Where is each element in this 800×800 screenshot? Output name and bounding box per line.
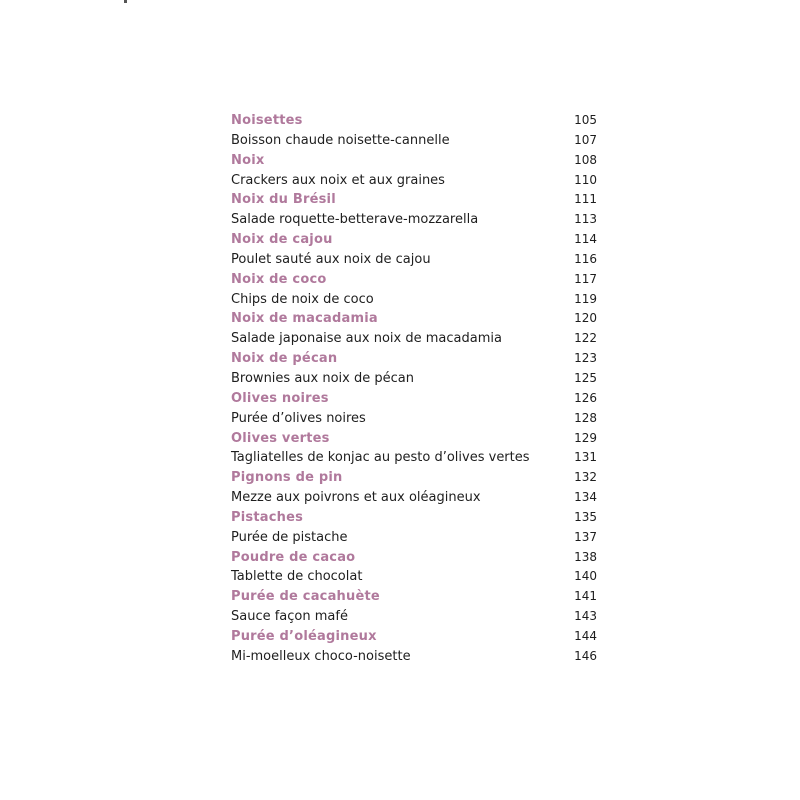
page-number: 126 [574, 390, 597, 405]
page-number: 117 [574, 271, 597, 286]
page-number: 105 [574, 113, 597, 127]
section-title: Noix de coco [231, 271, 327, 287]
toc-recipe-entry [231, 528, 597, 548]
page-number: 113 [574, 212, 597, 227]
recipe-title: Salade roquette-betterave-mozzarella [231, 212, 479, 228]
section-title: Purée d’oléagineux [231, 628, 377, 644]
page-number: 116 [574, 251, 597, 266]
page-number: 125 [574, 370, 597, 385]
recipe-title: Salade japonaise aux noix de macadamia [231, 331, 502, 347]
toc-section-heading [231, 151, 597, 171]
page-number: 131 [574, 450, 597, 465]
toc-recipe-entry [231, 131, 597, 151]
recipe-title: Poulet sauté aux noix de cajou [231, 251, 431, 267]
page-number: 137 [574, 529, 597, 544]
recipe-title: Chips de noix de coco [231, 291, 374, 307]
section-title: Purée de cacahuète [231, 589, 380, 605]
toc-recipe-entry [231, 250, 597, 270]
toc-recipe-entry [231, 171, 597, 191]
page-number: 140 [574, 569, 597, 584]
toc-section-heading [231, 230, 597, 250]
page-number: 143 [574, 609, 597, 624]
table-of-contents [231, 111, 597, 667]
page-number: 107 [574, 132, 597, 147]
toc-section-heading [231, 548, 597, 568]
page-number: 111 [574, 192, 597, 207]
recipe-title: Brownies aux noix de pécan [231, 370, 414, 386]
toc-section-heading [231, 190, 597, 210]
toc-section-heading [231, 349, 597, 369]
page-number: 119 [574, 291, 597, 306]
section-title: Pistaches [231, 509, 304, 525]
section-title: Noix de pécan [231, 351, 338, 367]
section-title: Noix de macadamia [231, 311, 378, 327]
page-number: 135 [574, 509, 597, 524]
recipe-title: Purée d’olives noires [231, 410, 366, 426]
section-title: Noix de cajou [231, 232, 333, 248]
toc-recipe-entry [231, 647, 597, 667]
recipe-title: Tablette de chocolat [231, 569, 363, 585]
toc-section-heading [231, 627, 597, 647]
toc-recipe-entry [231, 329, 597, 349]
page-number: 120 [574, 311, 597, 326]
section-title: Noix [231, 152, 265, 168]
section-title: Pignons de pin [231, 470, 343, 486]
recipe-title: Sauce façon mafé [231, 609, 348, 625]
page-number: 122 [574, 331, 597, 346]
page-number: 123 [574, 351, 597, 366]
toc-section-heading [231, 270, 597, 290]
recipe-title: Mezze aux poivrons et aux oléagineux [231, 490, 481, 506]
section-title: Noix du Brésil [231, 192, 336, 208]
page-number: 146 [574, 648, 597, 663]
toc-section-heading [231, 508, 597, 528]
toc-recipe-entry [231, 607, 597, 627]
toc-recipe-entry [231, 409, 597, 429]
toc-recipe-entry [231, 210, 597, 230]
toc-section-heading [231, 389, 597, 409]
section-title: Olives noires [231, 390, 329, 406]
page-number: 144 [574, 628, 597, 643]
toc-recipe-entry [231, 448, 597, 468]
page-number: 129 [574, 430, 597, 445]
recipe-title: Purée de pistache [231, 529, 348, 545]
section-title: Olives vertes [231, 430, 330, 446]
section-title: Poudre de cacao [231, 549, 356, 565]
toc-section-heading [231, 309, 597, 329]
toc-section-heading [231, 429, 597, 449]
section-title: Noisettes [231, 113, 303, 128]
page-number: 108 [574, 152, 597, 167]
toc-recipe-entry [231, 369, 597, 389]
recipe-title: Mi-moelleux choco-noisette [231, 648, 411, 664]
page-number: 141 [574, 589, 597, 604]
crop-mark [124, 0, 127, 3]
toc-recipe-entry [231, 290, 597, 310]
page-number: 138 [574, 549, 597, 564]
toc-section-heading [231, 468, 597, 488]
page-number: 128 [574, 410, 597, 425]
recipe-title: Boisson chaude noisette-cannelle [231, 132, 450, 148]
page-number: 110 [574, 172, 597, 187]
toc-recipe-entry [231, 488, 597, 508]
toc-recipe-entry [231, 567, 597, 587]
page-number: 132 [574, 470, 597, 485]
recipe-title: Tagliatelles de konjac au pesto d’olives vertes [231, 450, 530, 466]
recipe-title: Crackers aux noix et aux graines [231, 172, 445, 188]
page-number: 134 [574, 490, 597, 505]
toc-section-heading [231, 111, 597, 131]
page-number: 114 [574, 232, 597, 247]
toc-section-heading [231, 587, 597, 607]
